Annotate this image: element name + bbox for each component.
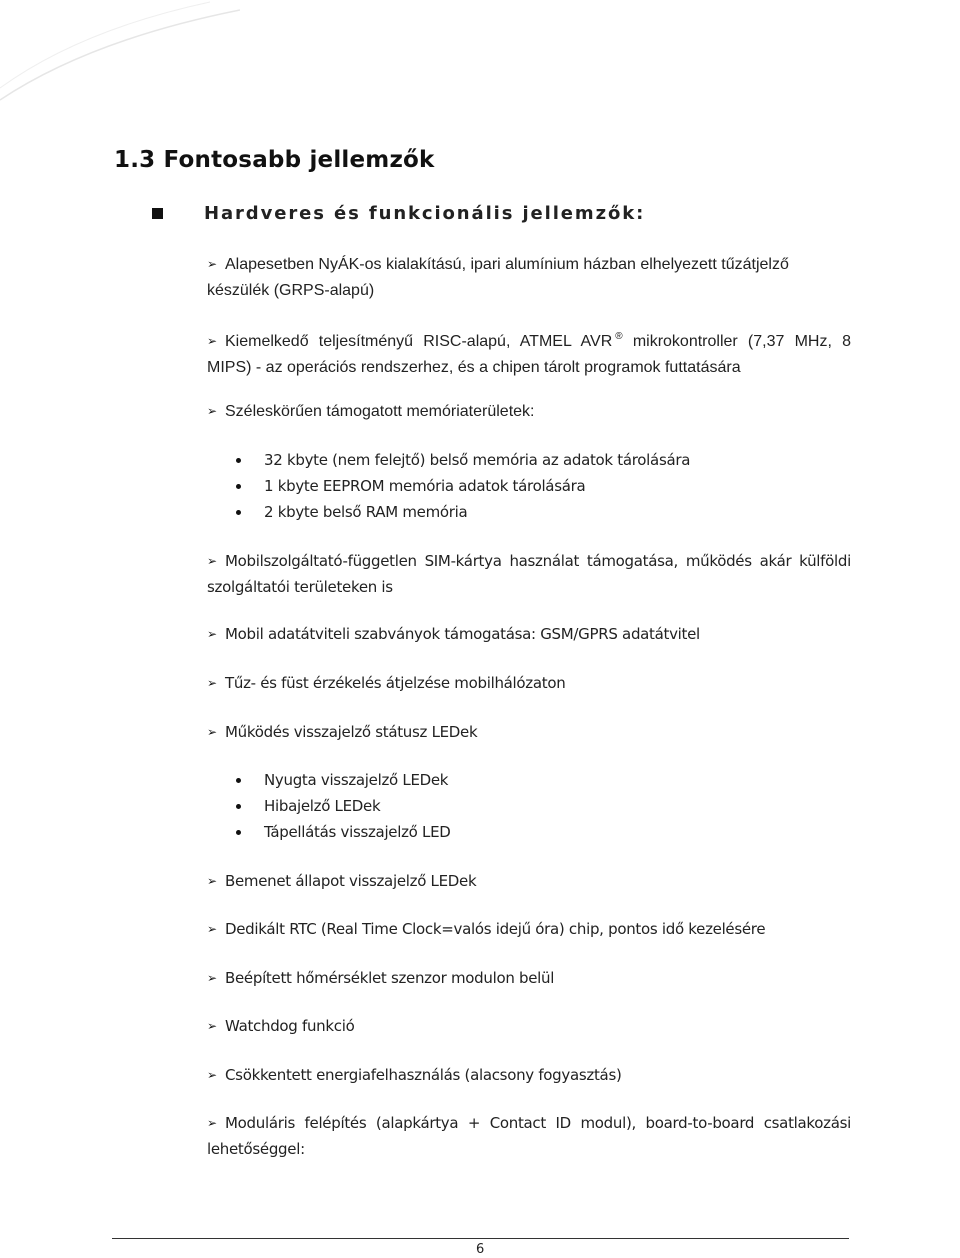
arrow-right-icon: ➢ <box>207 334 218 348</box>
round-bullet-icon <box>236 484 241 489</box>
round-bullet-icon <box>236 830 241 835</box>
arrow-right-icon: ➢ <box>207 922 217 936</box>
page-title: 1.3 Fontosabb jellemzők <box>114 147 435 173</box>
led-list <box>236 767 451 845</box>
feature-item: ➢ Mobil adatátviteli szabványok támogatása: GSM/GPRS adatátvitel <box>207 621 851 647</box>
arrow-right-icon: ➢ <box>207 554 217 568</box>
round-bullet-icon <box>236 458 241 463</box>
arrow-right-icon: ➢ <box>207 1019 217 1033</box>
arrow-right-icon: ➢ <box>207 971 217 985</box>
feature-item: ➢ Széleskörűen támogatott memóriaterületek: <box>207 398 851 425</box>
arrow-right-icon: ➢ <box>207 874 217 888</box>
arrow-right-icon: ➢ <box>207 1068 217 1082</box>
arrow-right-icon: ➢ <box>207 404 218 418</box>
section-heading <box>152 203 645 224</box>
list-item: Hibajelző LEDek <box>236 793 451 819</box>
arrow-right-icon: ➢ <box>207 627 217 641</box>
feature-item: ➢ Mobilszolgáltató-független SIM-kártya használat támogatása, működés akár külföldi szolgáltatói területeken is <box>207 548 851 600</box>
list-item: Tápellátás visszajelző LED <box>236 819 451 845</box>
arrow-right-icon: ➢ <box>207 1116 217 1130</box>
feature-item: ➢ Tűz- és füst érzékelés átjelzése mobilhálózaton <box>207 670 851 696</box>
list-item: 2 kbyte belső RAM memória <box>236 499 690 525</box>
decorative-corner-curve <box>0 0 240 130</box>
feature-item: ➢ Csökkentett energiafelhasználás (alacsony fogyasztás) <box>207 1062 851 1088</box>
feature-item: ➢ Bemenet állapot visszajelző LEDek <box>207 868 851 894</box>
feature-item: ➢ Watchdog funkció <box>207 1013 851 1039</box>
memory-list <box>236 447 690 525</box>
arrow-right-icon: ➢ <box>207 257 218 271</box>
registered-mark: ® <box>615 331 623 342</box>
feature-item: ➢ Beépített hőmérséklet szenzor modulon belül <box>207 965 851 991</box>
feature-item: ➢ Működés visszajelző státusz LEDek <box>207 719 851 745</box>
feature-item: ➢ Dedikált RTC (Real Time Clock=valós idejű óra) chip, pontos idő kezelésére <box>207 916 851 942</box>
round-bullet-icon <box>236 510 241 515</box>
feature-item: ➢ Alapesetben NyÁK-os kialakítású, ipari alumínium házban elhelyezett tűzátjelző készülék (GRPS-alapú) <box>207 251 851 304</box>
square-bullet-icon <box>152 208 163 219</box>
arrow-right-icon: ➢ <box>207 725 217 739</box>
list-item: Nyugta visszajelző LEDek <box>236 767 451 793</box>
section-heading-text: Hardveres és funkcionális jellemzők: <box>204 203 646 224</box>
feature-item: ➢ Kiemelkedő teljesítményű RISC-alapú, ATMEL AVR ® mikrokontroller (7,37 MHz, 8 MIPS) - az operációs rendszerhez, és a chipen tárolt programok futtatására <box>207 324 851 381</box>
page-number: 6 <box>476 1242 485 1257</box>
list-item: 1 kbyte EEPROM memória adatok tárolására <box>236 473 690 499</box>
round-bullet-icon <box>236 804 241 809</box>
list-item: 32 kbyte (nem felejtő) belső memória az adatok tárolására <box>236 447 690 473</box>
round-bullet-icon <box>236 778 241 783</box>
footer-divider <box>112 1238 849 1239</box>
arrow-right-icon: ➢ <box>207 676 217 690</box>
feature-item: ➢ Moduláris felépítés (alapkártya + Contact ID modul), board-to-board csatlakozási lehetőséggel: <box>207 1110 851 1162</box>
